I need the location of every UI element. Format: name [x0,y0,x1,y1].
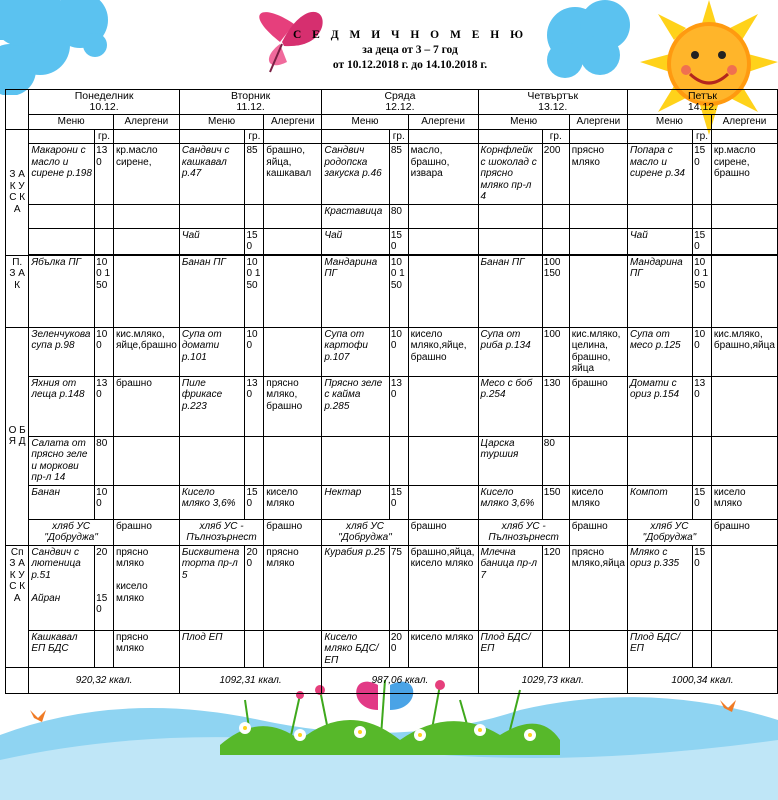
calorie-total: 1029,73 ккал. [478,668,627,694]
menu-item-extra: Айран [31,592,61,604]
grams-value: 100 [245,327,264,376]
menu-item: Сандвич с кашкавал р.47 [179,144,245,205]
calorie-total: 1000,34 ккал. [627,668,777,694]
grams-value: 150 [389,228,408,254]
allergens-value: кр.масло сирене, [113,144,179,205]
allergens-value: прясно мляко [113,630,179,668]
menu-item: Чай [627,228,692,254]
menu-item: Супа от домати р.101 [179,327,245,376]
menu-item: Домати с ориз р.154 [627,376,692,436]
allergens-value: прясно мляко,яйца [569,545,627,630]
grams-header: гр. [542,129,569,144]
corner-cell [6,90,29,130]
allergens-value: прясно мляко, брашно [264,376,322,436]
grams-value: 150 [693,485,712,519]
menu-item: Мандарина ПГ [627,255,692,327]
menu-item: Пиле фрикасе р.223 [179,376,245,436]
grams-value: 130 [95,376,114,436]
allergens-value: прясно мляко кисело мляко [113,545,179,630]
allergens-value [711,376,777,436]
column-allergens: Алергени [408,115,478,130]
bread-item: хляб УС "Добруджа" [29,519,114,545]
grams-value: 150 [245,485,264,519]
allergens-value: брашно [569,519,627,545]
grams-value: 150 [389,485,408,519]
allergens-value: прясно мляко [569,144,627,205]
menu-item: Сандвич с лютеница р.51 Айран [29,545,95,630]
column-allergens: Алергени [711,115,777,130]
grams-header: гр. [389,129,408,144]
menu-item: Компот [627,485,692,519]
menu-item: Сандвич родопска закуска р.46 [322,144,389,205]
grams-value: 200 [245,545,264,630]
grams-value: 130 [245,376,264,436]
allergens-value: кр.масло сирене, брашно [711,144,777,205]
cloud-left-decoration [0,0,110,95]
bread-item: хляб УС - Пълнозърнест [179,519,263,545]
grams-value: 150 [693,228,712,254]
column-menu: Меню [627,115,711,130]
menu-item: Чай [179,228,245,254]
page-period: от 10.12.2018 г. до 14.10.2018 г. [332,59,488,71]
allergens-value: кисело мляко [569,485,627,519]
menu-item: Прясно зеле с кайма р.285 [322,376,389,436]
allergens-value [408,376,478,436]
grams-header: гр. [245,129,264,144]
grams-header: гр. [95,129,114,144]
meal-label-afternoon-snack: Сп З А К У С К А [6,545,29,668]
grams-value: 150 [693,144,712,205]
meal-label-lunch: О Б Я Д [6,327,29,545]
menu-item: Салата от прясно зеле и моркови пр-л 14 [29,436,95,485]
menu-item: Нектар [322,485,389,519]
grams-value: 100 [693,327,712,376]
allergens-value: брашно [113,519,179,545]
menu-item: Зеленчукова супа р.98 [29,327,95,376]
grams-value: 200 [542,144,569,205]
grams-value: 80 [542,436,569,485]
day-header: Петък 14.12. [627,90,777,115]
menu-item: Плод БДС/ЕП [478,630,542,668]
allergens-value: кисело мляко [711,485,777,519]
day-header: Понеделник 10.12. [29,90,180,115]
bread-item: хляб УС "Добруджа" [627,519,711,545]
grams-value: 150 [542,485,569,519]
menu-item: Курабия р.25 [322,545,389,630]
allergens-value: кисело мляко [264,485,322,519]
column-menu: Меню [29,115,114,130]
grams-value: 130 [389,376,408,436]
day-header: Четвъртък 13.12. [478,90,627,115]
grams-value: 100 [542,327,569,376]
day-header: Сряда 12.12. [322,90,478,115]
calorie-total: 920,32 ккал. [29,668,180,694]
grams-value: 85 [245,144,264,205]
menu-item: Мляко с ориз р.335 [627,545,692,630]
menu-item: Супа от риба р.134 [478,327,542,376]
allergens-value: масло, брашно, извара [408,144,478,205]
menu-item: Мандарина ПГ [322,255,389,327]
menu-item: Кисело мляко 3,6% [179,485,245,519]
grams-value: 100 150 [389,255,408,327]
page-header [250,28,570,73]
allergens-value: брашно, яйца, кашкавал [264,144,322,205]
allergens-value: брашно [408,519,478,545]
grams-value: 100 150 [693,255,712,327]
menu-item: Месо с боб р.254 [478,376,542,436]
grams-value: 150 [245,228,264,254]
grams-value: 100 [389,327,408,376]
allergens-value: кисело мляко [408,630,478,668]
allergens-value: кис.мляко, брашно,яйца [711,327,777,376]
menu-item: Кисело мляко 3,6% [478,485,542,519]
column-allergens: Алергени [264,115,322,130]
menu-item: Кисело мляко БДС/ЕП [322,630,389,668]
menu-item: Банан ПГ [478,255,542,327]
menu-item: Попара с масло и сирене р.34 [627,144,692,205]
weekly-menu-table [5,89,778,694]
bread-item: хляб УС "Добруджа" [322,519,408,545]
menu-item: Плод ЕП [179,630,245,668]
menu-item: Яхния от леща р.148 [29,376,95,436]
grams-value: 100 150 [542,255,569,327]
grams-value: 100 [95,327,114,376]
allergens-value: брашно,яйца, кисело мляко [408,545,478,630]
grams-value: 80 [389,204,408,228]
bread-item: хляб УС - Пълнозърнест [478,519,569,545]
allergens-value: прясно мляко [264,545,322,630]
menu-item: Млечна баница пр-л 7 [478,545,542,630]
menu-item: Царска туршия [478,436,542,485]
grams-value: 130 [693,376,712,436]
column-menu: Меню [478,115,569,130]
column-allergens: Алергени [113,115,179,130]
meal-label-breakfast: З А К У С К А [6,129,29,255]
grams-value: 200 [389,630,408,668]
allergens-value: брашно [711,519,777,545]
grams-value: 75 [389,545,408,630]
page-title: С Е Д М И Ч Н О М Е Н Ю [292,29,528,41]
menu-item: Бисквитена торта пр-л 5 [179,545,245,630]
allergens-value: кисело мляко,яйце, брашно [408,327,478,376]
meal-label-snack: П. З А К [6,255,29,327]
grams-value: 80 [95,436,114,485]
menu-item: Краставица [322,204,389,228]
grams-value: 20 150 [95,545,114,630]
menu-item: Супа от картофи р.107 [322,327,389,376]
allergens-value: брашно [569,376,627,436]
grams-value: 130 [95,144,114,205]
menu-item: Кашкавал ЕП БДС [29,630,95,668]
column-menu: Меню [322,115,408,130]
grams-value: 100 [95,485,114,519]
grams-value: 85 [389,144,408,205]
grams-value: 100 150 [245,255,264,327]
menu-item: Макарони с масло и сирене р.198 [29,144,95,205]
day-header: Вторник 11.12. [179,90,322,115]
menu-item: Плод БДС/ЕП [627,630,692,668]
allergens-value: кис.мляко, яйце,брашно [113,327,179,376]
menu-item: Ябълка ПГ [29,255,95,327]
calorie-total: 987,06 ккал. [322,668,478,694]
column-allergens: Алергени [569,115,627,130]
grams-value: 100 150 [95,255,114,327]
page-subtitle: за деца от 3 – 7 год [362,44,458,56]
menu-item: Банан [29,485,95,519]
allergens-value: брашно [113,376,179,436]
grams-value: 150 [693,545,712,630]
menu-item: Корнфлейк с шоколад с прясно мляко пр-л 4 [478,144,542,205]
menu-item: Супа от месо р.125 [627,327,692,376]
grams-value: 130 [542,376,569,436]
column-menu: Меню [179,115,263,130]
allergens-value: кис.мляко, целина, брашно, яйца [569,327,627,376]
allergens-value: брашно [264,519,322,545]
calorie-total: 1092,31 ккал. [179,668,322,694]
grams-header: гр. [693,129,712,144]
grams-value: 120 [542,545,569,630]
allergens-value [264,327,322,376]
menu-item: Банан ПГ [179,255,245,327]
menu-item: Чай [322,228,389,254]
